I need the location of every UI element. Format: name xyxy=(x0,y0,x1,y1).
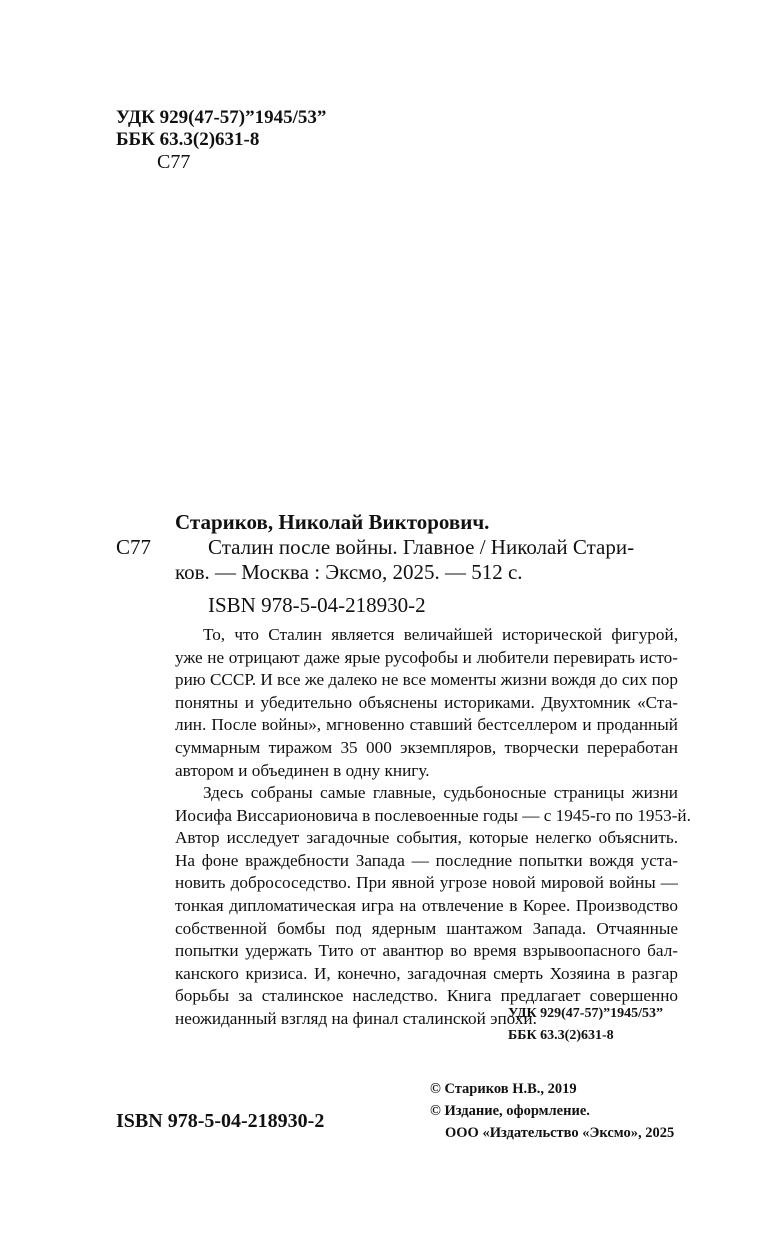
text-line: собственной бомбы под ядерным шантажом Запада. Отчаянные xyxy=(175,918,678,938)
text-line: неожиданный взгляд на финал сталинской эпохи. xyxy=(175,1008,537,1028)
text-line: лин. После войны», мгновенно ставший бестселлером и проданный xyxy=(175,715,678,735)
text-line: То, что Сталин является величайшей исторической фигурой, xyxy=(203,625,678,644)
author-heading: Стариков, Николай Викторович. xyxy=(175,510,490,534)
text-line: суммарным тиражом 35 000 экземпляров, творчески переработан xyxy=(175,737,678,757)
annotation-paragraph-2 xyxy=(175,782,691,1031)
isbn-footer: ISBN 978-5-04-218930-2 xyxy=(116,1110,325,1132)
annotation-paragraph-1 xyxy=(175,624,678,782)
bbk-code-top: ББК 63.3(2)631-8 xyxy=(116,129,260,150)
text-line: Здесь собраны самые главные, судьбоносные страницы жизни xyxy=(203,783,678,802)
text-line: понятны и убедительно объяснены историками. Двухтомник «Ста- xyxy=(175,692,678,712)
title-line-1: Сталин после войны. Главное / Николай Стари- xyxy=(208,535,635,559)
text-line: На фоне враждебности Запада — последние попытки вождя уста- xyxy=(175,850,678,870)
copyright-author: © Стариков Н.В., 2019 xyxy=(430,1081,577,1097)
author-mark: С77 xyxy=(116,535,152,559)
udk-code-bottom: УДК 929(47-57)”1945/53” xyxy=(508,1006,664,1021)
text-line: попытки удержать Тито от авантюр во время взрывоопасного бал- xyxy=(175,941,678,961)
copyright-publisher: ООО «Издательство «Эксмо», 2025 xyxy=(445,1125,675,1141)
text-line: Иосифа Виссарионовича в послевоенные годы — с 1945-го по 1953-й. xyxy=(175,805,691,825)
text-line: Автор исследует загадочные события, которые нелегко объяснить. xyxy=(175,828,678,848)
text-line: тонкая дипломатическая игра на отвлечение в Корее. Производство xyxy=(175,895,678,915)
title-line-2: ков. — Москва : Эксмо, 2025. — 512 с. xyxy=(175,560,523,584)
text-line: новить добрососедство. При явной угрозе новой мировой войны — xyxy=(175,873,678,893)
isbn-record: ISBN 978-5-04-218930-2 xyxy=(208,593,426,617)
text-line: автором и объединен в одну книгу. xyxy=(175,760,430,780)
text-line: канского кризиса. И, конечно, загадочная смерть Хозяина в разгар xyxy=(175,963,678,983)
text-line: уже не отрицают даже ярые русофобы и любители перевирать исто- xyxy=(175,647,678,667)
copyright-edition: © Издание, оформление. xyxy=(430,1103,590,1119)
text-line: рию СССР. И все же далеко не все моменты жизни вождя до сих пор xyxy=(175,670,678,690)
udk-code-top: УДК 929(47-57)”1945/53” xyxy=(116,107,327,128)
bbk-code-bottom: ББК 63.3(2)631-8 xyxy=(508,1028,614,1043)
text-line: борьбы за сталинское наследство. Книга предлагает совершенно xyxy=(175,986,678,1006)
author-mark-top: С77 xyxy=(157,151,191,173)
